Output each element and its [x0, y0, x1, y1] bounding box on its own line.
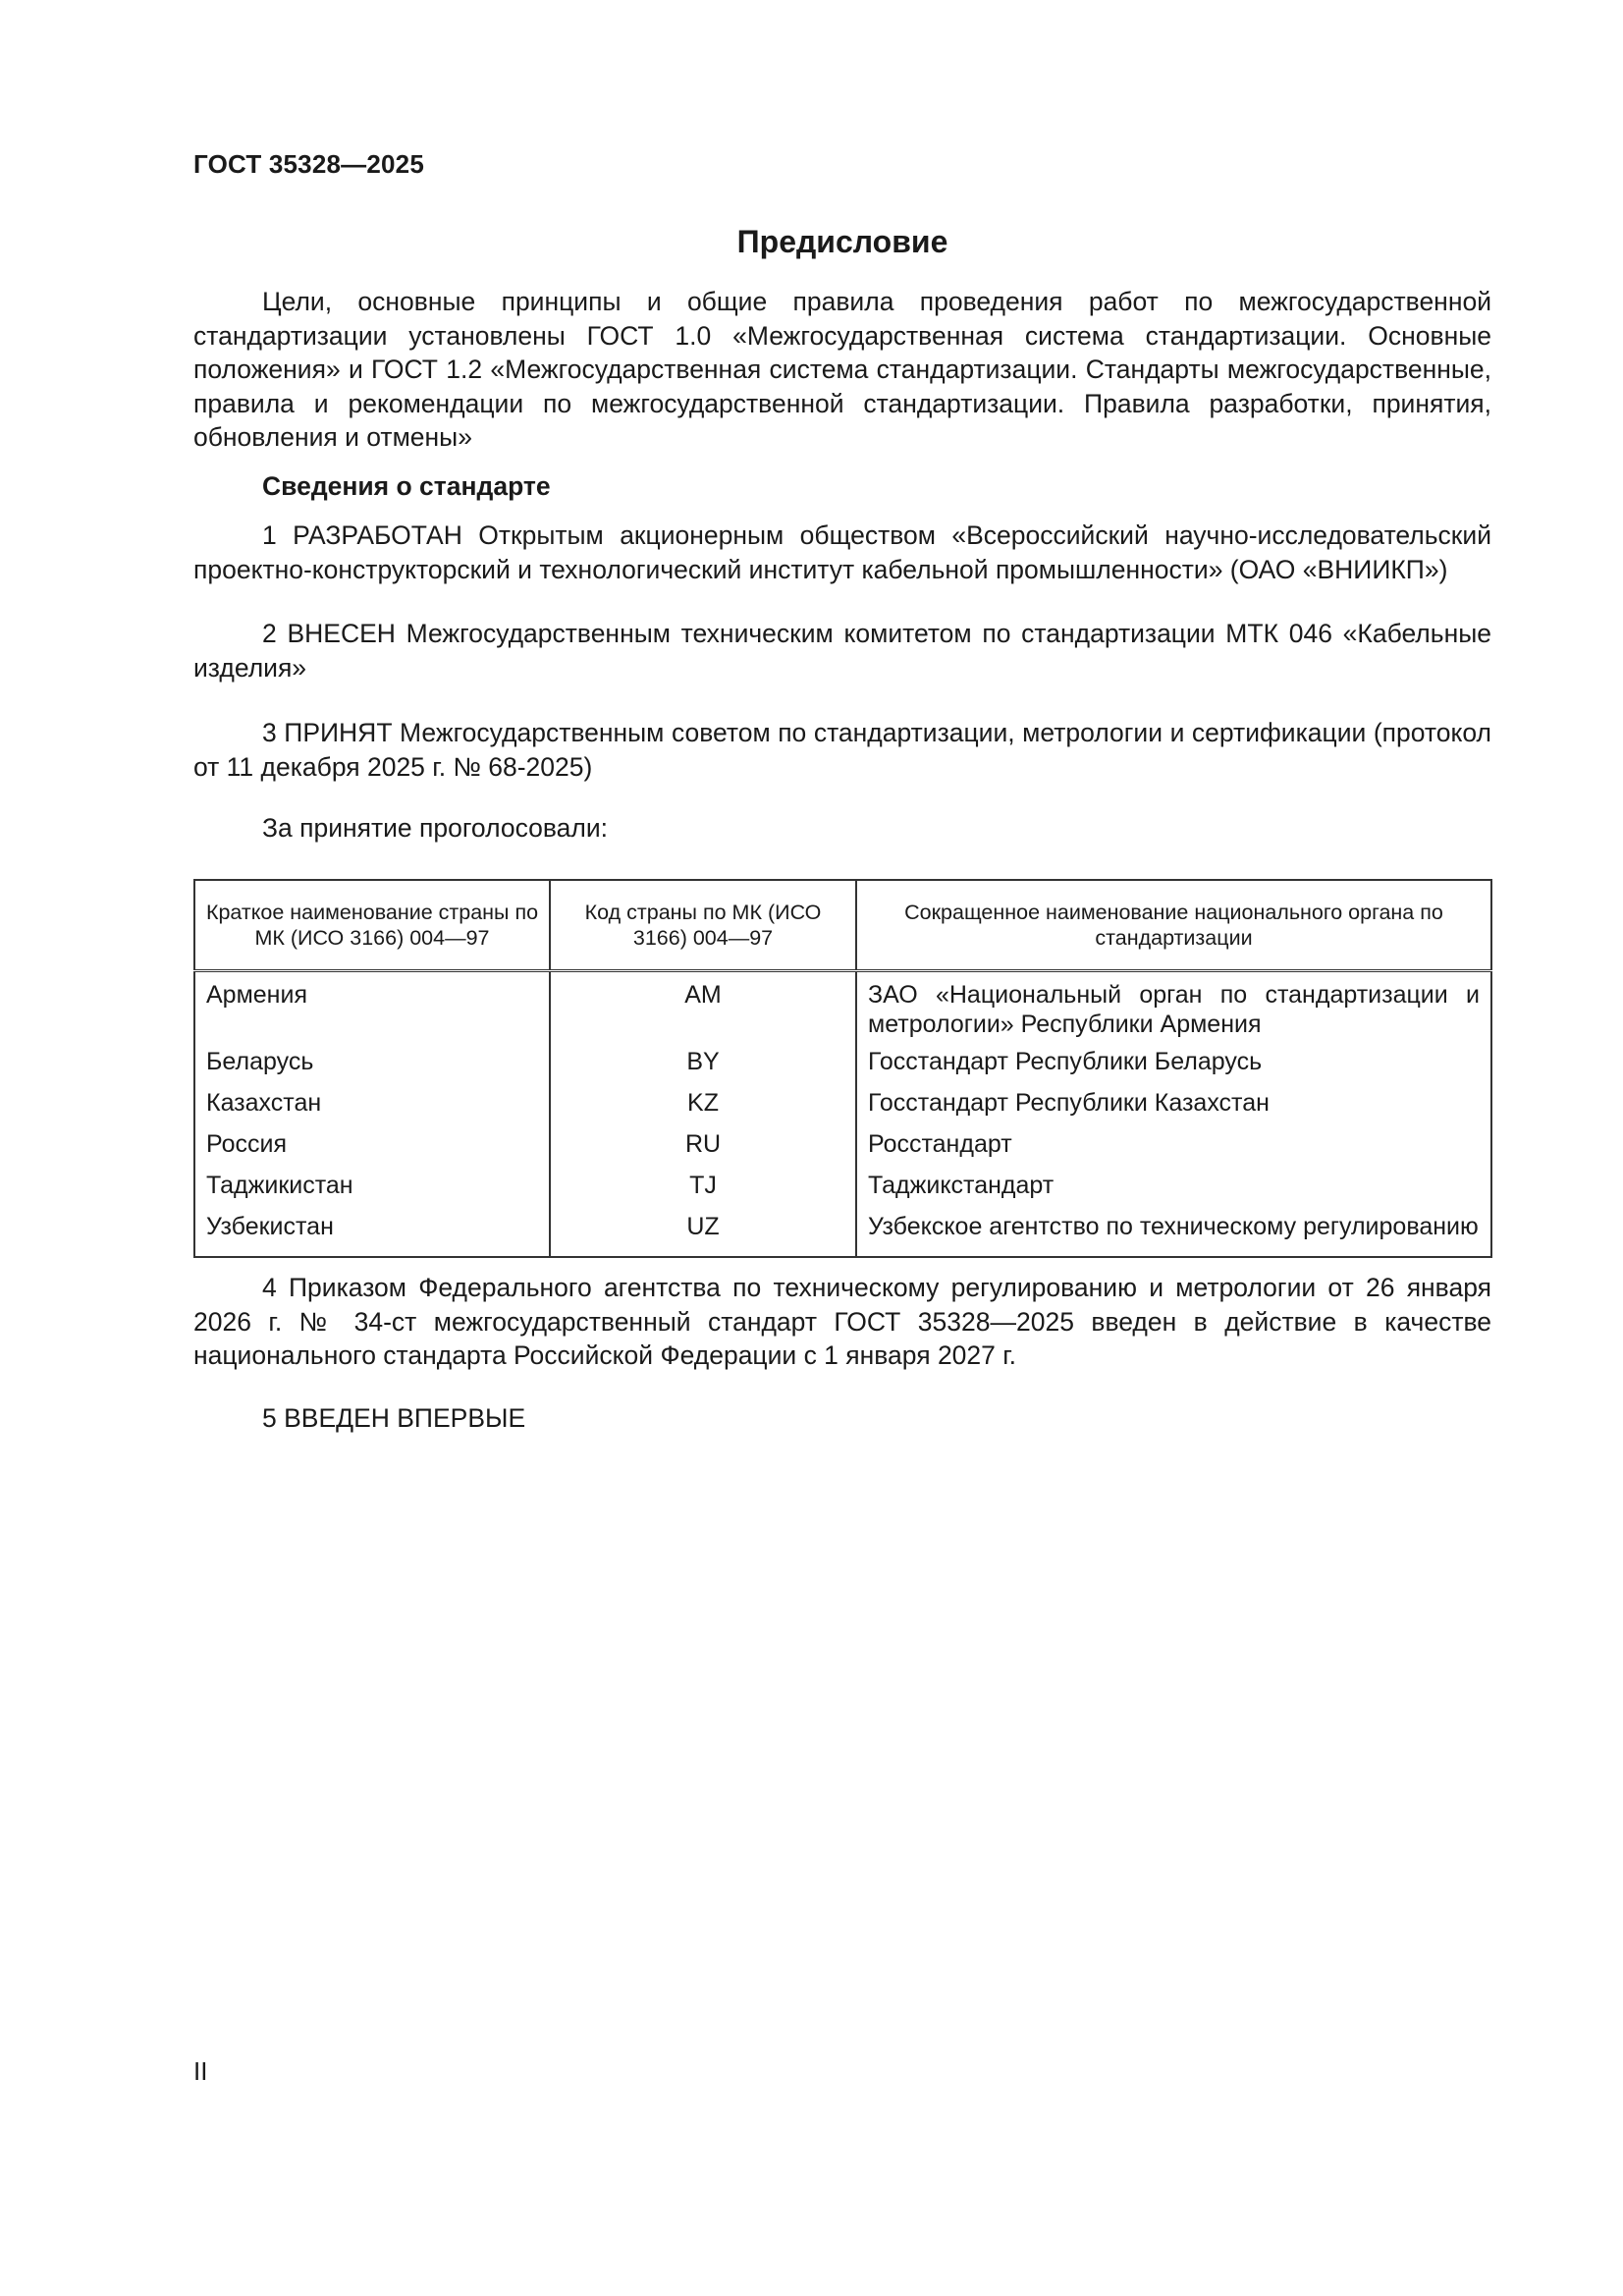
vote-table: [193, 879, 1492, 1258]
item-developed: 1 РАЗРАБОТАН Открытым акционерным обществом «Всероссийский научно-исследовательский проектно-конструкторский и технологический институт кабельной промышленности» (ОАО «ВНИИКП»): [193, 520, 1491, 584]
section-title: Предисловие: [736, 224, 948, 259]
header-country-code: Код страны по МК (ИСО 3166) 004—97: [550, 880, 856, 971]
country-code: AM: [550, 971, 856, 1048]
item-submitted: 2 ВНЕСЕН Межгосударственным техническим комитетом по стандартизации МТК 046 «Кабельные изделия»: [193, 619, 1491, 683]
vote-intro: За принятие проголосовали:: [262, 813, 609, 843]
table-header-row: [194, 880, 1491, 971]
table-row: [194, 1129, 1491, 1171]
national-body: Таджикстандарт: [856, 1171, 1491, 1212]
page-number: II: [193, 2056, 208, 2086]
national-body: Росстандарт: [856, 1129, 1491, 1171]
country-name: Россия: [206, 1130, 287, 1158]
country-code: TJ: [550, 1171, 856, 1212]
country-code: BY: [550, 1047, 856, 1088]
country-code: RU: [550, 1129, 856, 1171]
header-national-body: Сокращенное наименование национального органа по стандартизации: [856, 880, 1491, 971]
country-name: Армения: [206, 981, 307, 1009]
table-row: [194, 1171, 1491, 1212]
country-name: Узбекистан: [206, 1213, 334, 1240]
national-body: Госстандарт Республики Казахстан: [856, 1088, 1491, 1129]
standard-info-heading: Сведения о стандарте: [262, 471, 551, 501]
country-code: UZ: [550, 1212, 856, 1257]
item-first-introduced: 5 ВВЕДЕН ВПЕРВЫЕ: [262, 1403, 526, 1433]
country-name: Таджикистан: [206, 1172, 353, 1199]
national-body: Госстандарт Республики Беларусь: [856, 1047, 1491, 1088]
national-body: ЗАО «Национальный орган по стандартизации и метрологии» Республики Армения: [856, 971, 1491, 1048]
country-name: Беларусь: [206, 1048, 314, 1075]
item-adopted: 3 ПРИНЯТ Межгосударственным советом по стандартизации, метрологии и сертификации (протокол от 11 декабря 2025 г. № 68-2025): [193, 718, 1491, 782]
table-row: [194, 971, 1491, 1048]
intro-paragraph: Цели, основные принципы и общие правила проведения работ по межгосударственной стандартизации установлены ГОСТ 1.0 «Межгосударственная система стандартизации. Основные положения» и ГОСТ 1.2 «Межгосударственная система стандартизации. Стандарты межгосударственные, правила и рекомендации по межгосударственной стандартизации. Правила разработки, принятия, обновления и отмены»: [193, 287, 1491, 452]
national-body: Узбекское агентство по техническому регулированию: [856, 1212, 1491, 1257]
table-row: [194, 1088, 1491, 1129]
header-country-name: Краткое наименование страны по МК (ИСО 3166) 004—97: [194, 880, 550, 971]
country-code: KZ: [550, 1088, 856, 1129]
document-code: ГОСТ 35328—2025: [193, 149, 424, 179]
country-name: Казахстан: [206, 1089, 322, 1117]
table-row: [194, 1047, 1491, 1088]
table-row: [194, 1212, 1491, 1257]
item-enacted: 4 Приказом Федерального агентства по техническому регулированию и метрологии от 26 января 2026 г. № 34-ст межгосударственный стандарт ГОСТ 35328—2025 введен в действие в качестве национального стандарта Российской Федерации с 1 января 2027 г.: [193, 1273, 1491, 1370]
